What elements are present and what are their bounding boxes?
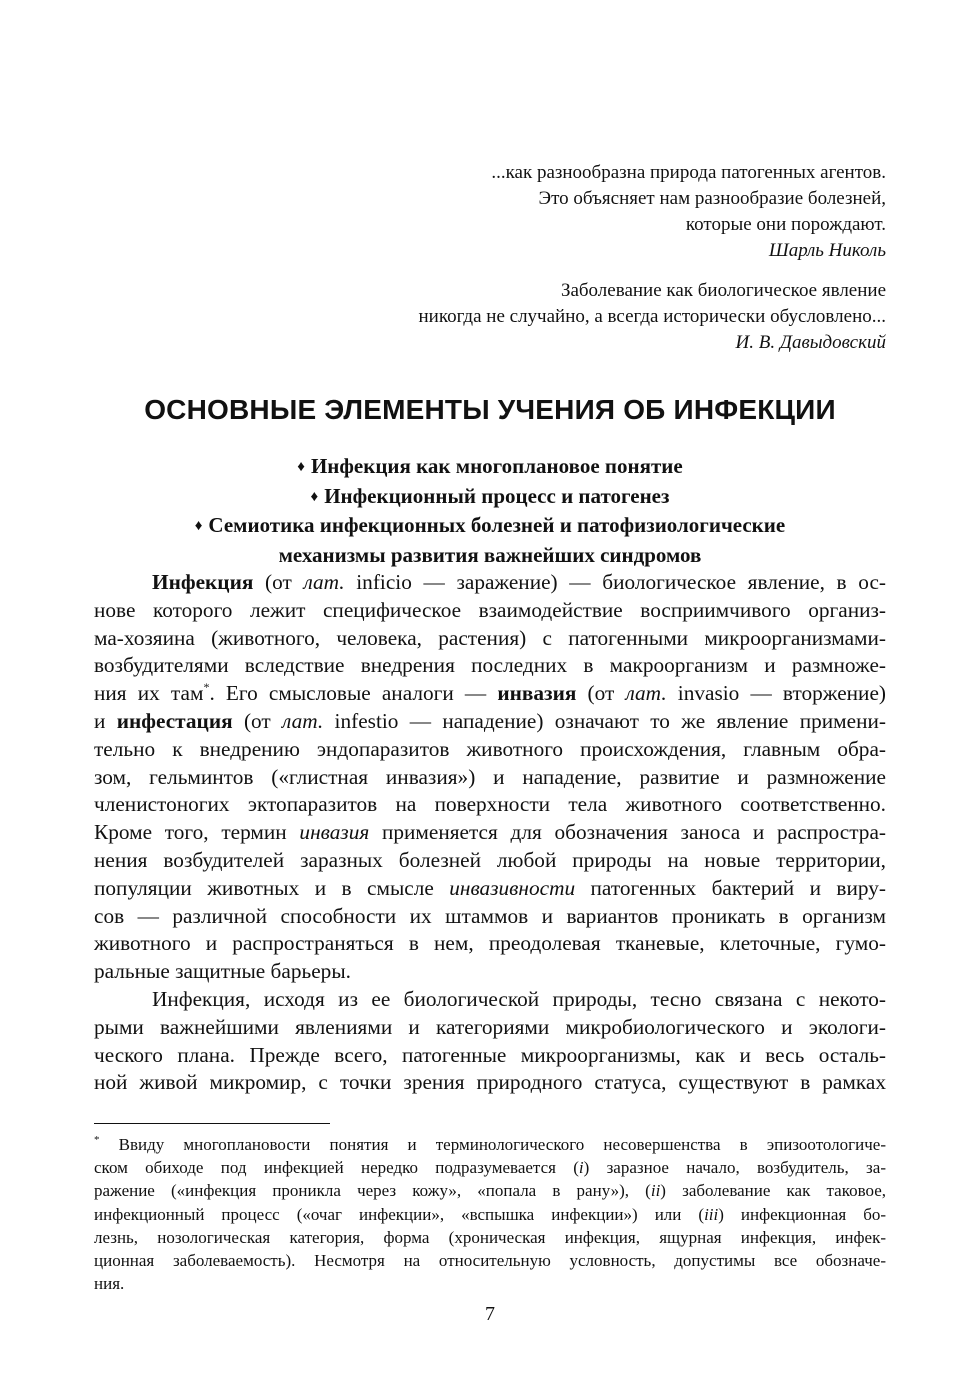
epigraph-line: Заболевание как биологическое явление: [560, 280, 886, 301]
topic-item: ♦ Инфекция как многоплановое понятие: [297, 454, 683, 478]
chapter-title: ОСНОВНЫЕ ЭЛЕМЕНТЫ УЧЕНИЯ ОБ ИНФЕКЦИИ: [144, 394, 836, 425]
text-line: популяции животных и в смысле инвазивности патогенных бактерий и виру-: [94, 875, 886, 900]
topic-item-continuation: механизмы развития важнейших синдромов: [278, 542, 702, 567]
text-line: Инфекция (от лат. inficio — заражение) — биологическое явление, в ос-: [152, 570, 886, 594]
footnote-marker: *: [94, 1134, 100, 1146]
epigraph-line: Это объясняет нам разнообразие болезней,: [538, 188, 886, 209]
page-number: 7: [485, 1303, 495, 1325]
footnote-line: ражение («инфекция проникла через кожу», «попала в рану»), (ii) заболевание как таковое,: [94, 1181, 886, 1201]
footnote-line: инфекционный процесс («очаг инфекции», «вспышка инфекции») или (iii) инфекционная бо-: [94, 1204, 887, 1224]
text-line: ма-хозяина (животного, человека, растения) с патогенными микроорганизмами-: [94, 625, 886, 650]
footnote-divider: [94, 1123, 330, 1124]
text-line: нове которого лежит специфическое взаимодействие восприимчивого организ-: [94, 597, 886, 622]
text-line: тельно к внедрению эндопаразитов животного происхождения, главным обра-: [94, 736, 886, 761]
text-line: нения возбудителей заразных болезней любой природы на новые территории,: [94, 847, 886, 872]
text-line: ния их там*. Его смысловые аналоги — инвазия (от лат. invasio — вторжение): [94, 680, 886, 706]
footnote-line: ском обиходе под инфекцией нередко подразумевается (i) заразное начало, возбудитель, за-: [94, 1158, 886, 1178]
text-line: зом, гельминтов («глистная инвазия») и нападение, развитие и размножение: [94, 764, 886, 789]
footnote-line: * Ввиду многоплановости понятия и терминологического несовершенства в эпизоотологиче-: [94, 1134, 886, 1154]
text-line: членистоногих эктопаразитов на поверхности тела животного соответственно.: [94, 792, 886, 817]
epigraph-author: Шарль Николь: [768, 240, 886, 261]
chapter-topics: [0, 452, 980, 569]
footnote-line: ционная заболеваемость). Несмотря на относительную условность, допустимы все обозначе-: [94, 1250, 886, 1270]
text-line: ческого плана. Прежде всего, патогенные микроорганизмы, как и весь осталь-: [94, 1042, 886, 1067]
diamond-bullet-icon: ♦: [297, 459, 305, 475]
term-infection: Инфекция: [152, 570, 254, 594]
text-line: Кроме того, термин инвазия применяется для обозначения заноса и распростра-: [94, 820, 886, 845]
topic-item: ♦ Инфекционный процесс и патогенез: [310, 483, 670, 508]
diamond-bullet-icon: ♦: [310, 488, 319, 505]
text-line: ральные защитные барьеры.: [94, 959, 351, 984]
text-line: и инфестация (от лат. infestio — нападение) означают то же явление примени-: [94, 708, 886, 733]
footnote-line: лезнь, нозологическая категория, форма (хроническая инфекция, ящурная инфекция, инфек-: [94, 1227, 886, 1247]
footnote: [94, 1133, 886, 1295]
epigraph-author: И. В. Давыдовский: [735, 332, 886, 353]
epigraph-line: которые они порождают.: [685, 214, 886, 235]
footnote-marker[interactable]: *: [203, 680, 210, 695]
epigraph-line: ...как разнообразна природа патогенных агентов.: [491, 162, 886, 183]
diamond-bullet-icon: ♦: [194, 518, 203, 534]
epigraphs: [286, 160, 886, 356]
epigraph-2: [286, 278, 886, 356]
term-infestation: инфестация: [116, 708, 233, 733]
text-line: возбудителями вследствие внедрения последних в макроорганизм и размноже-: [94, 653, 886, 678]
epigraph-1: [286, 160, 886, 264]
footnote-line: ния.: [94, 1274, 125, 1294]
body-text: [94, 569, 886, 1097]
epigraph-line: никогда не случайно, а всегда исторически обусловлено...: [418, 306, 886, 327]
term-invasion: инвазия: [497, 681, 577, 706]
text-line: сов — различной способности их штаммов и вариантов проникать в организм: [94, 903, 886, 928]
text-line: животного и распространяться в нем, преодолевая тканевые, клеточные, гумо-: [94, 931, 886, 956]
text-line: ной живой микромир, с точки зрения природного статуса, существуют в рамках: [94, 1070, 886, 1095]
text-line: Инфекция, исходя из ее биологической природы, тесно связана с некото-: [152, 986, 886, 1011]
text-line: рыми важнейшими явлениями и категориями микробиологического и экологи-: [94, 1014, 886, 1039]
topic-item: ♦ Семиотика инфекционных болезней и патофизиологические: [194, 513, 786, 537]
